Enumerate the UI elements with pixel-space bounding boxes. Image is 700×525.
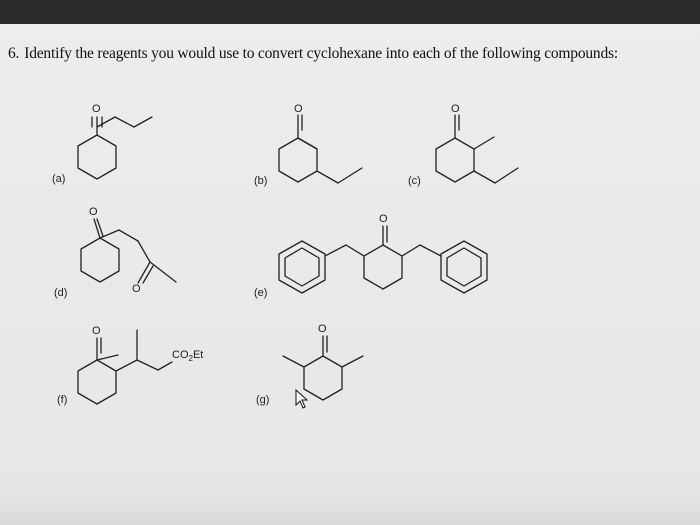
- ring-c: [436, 138, 474, 182]
- atom-e-o: O: [379, 213, 388, 225]
- label-f: (f): [57, 394, 68, 406]
- ring-e: [364, 245, 402, 289]
- ring-a: [78, 135, 116, 179]
- ring-f: [78, 360, 116, 404]
- compound-e: [254, 213, 487, 299]
- bond-c-2: [474, 137, 494, 149]
- mouse-cursor-icon: [296, 390, 307, 408]
- bond-c-4: [495, 168, 518, 183]
- label-e: (e): [254, 287, 268, 299]
- bond-d-3: [119, 230, 138, 241]
- label-c: (c): [408, 175, 421, 187]
- compound-b: [254, 103, 362, 187]
- bond-f-6: [158, 362, 172, 370]
- sub-sub: 2: [188, 354, 193, 363]
- substituent-f: [172, 349, 203, 363]
- bond-g-3: [342, 356, 363, 367]
- bond-a-3: [115, 117, 134, 127]
- bond-d-db2: [143, 266, 153, 283]
- ring-d: [81, 238, 119, 282]
- label-g: (g): [256, 394, 270, 406]
- bond-e-5: [420, 245, 441, 256]
- question-number: 6.: [8, 45, 20, 62]
- compound-d: [54, 206, 176, 299]
- compound-c: [408, 103, 518, 187]
- bond-b-4: [338, 168, 362, 183]
- compound-a: [52, 103, 152, 185]
- ring-g: [304, 356, 342, 400]
- phenyl-right: [441, 241, 487, 293]
- label-b: (b): [254, 175, 268, 187]
- label-a: (a): [52, 173, 66, 185]
- compound-g: [256, 323, 363, 406]
- bond-e-2: [346, 245, 364, 256]
- atom-d-o2: O: [132, 283, 141, 295]
- bond-d-5: [138, 262, 150, 283]
- bond-d-1: [94, 219, 100, 238]
- atom-a-o: O: [92, 103, 101, 115]
- bond-f-2: [97, 355, 118, 360]
- phenyl-left: [279, 241, 325, 293]
- atom-b-o: O: [294, 103, 303, 115]
- label-d: (d): [54, 287, 68, 299]
- phenyl-left-inner: [285, 248, 319, 286]
- bond-c-3: [474, 171, 495, 183]
- phenyl-right-inner: [447, 248, 481, 286]
- ring-b: [279, 138, 317, 182]
- question-body: Identify the reagents you would use to convert cyclohexane into each of the following compounds:: [24, 45, 618, 62]
- bond-f-3: [116, 360, 137, 371]
- sub-tail: Et: [192, 349, 204, 361]
- bond-a-2: [97, 117, 115, 127]
- bond-e-4: [402, 245, 420, 256]
- bond-e-3: [325, 245, 346, 256]
- atom-g-o: O: [318, 323, 327, 335]
- bond-g-2: [283, 356, 304, 367]
- bond-d-4: [138, 241, 150, 262]
- bond-a-4: [134, 117, 152, 127]
- atom-c-o: O: [451, 103, 460, 115]
- sub-main: CO: [172, 349, 189, 361]
- bond-d-6: [150, 262, 176, 282]
- bond-b-3: [317, 171, 338, 183]
- bond-b-2: [298, 138, 317, 149]
- compound-f: [57, 325, 203, 406]
- bond-f-5: [137, 360, 158, 370]
- atom-f-o: O: [92, 325, 101, 337]
- atom-d-o1: O: [89, 206, 98, 218]
- bottom-shade: [0, 490, 700, 525]
